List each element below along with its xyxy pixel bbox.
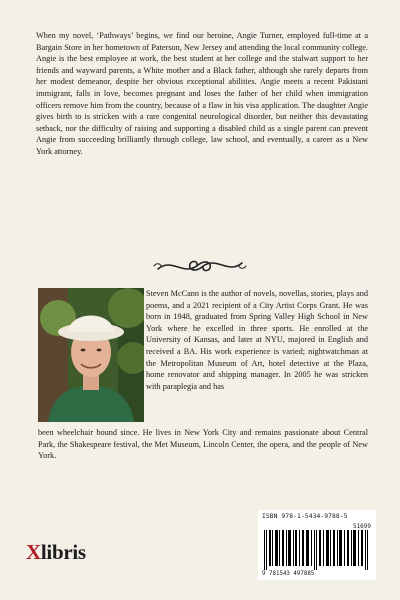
publisher-logo-initial: X xyxy=(26,540,41,564)
author-bio: Steven McCann is the author of novels, novellas, stories, plays and poems, and a 2021 recipient of a City Artist Corps Grant. He was born in 1948, graduated from Spring Valley High School in New York where he excelled in three sports. He enrolled at the University of Kansas, and later at NYU, majored in English and received a BA. His work experience is varied; nightwatchman at the Metropolitan Museum of Art, hotel detective at the Plaza, home renovator and shipping manager. In 2005 he was stricken with paraplegia and has xyxy=(146,289,368,391)
author-bio-continued: been wheelchair bound since. He lives in New York City and remains passionate about Central Park, the Shakespeare festival, the Met Museum, Lincoln Center, the opera, and the people of New York. xyxy=(38,428,368,461)
price-code: 51699 xyxy=(352,523,371,530)
publisher-logo-text: libris xyxy=(40,540,86,564)
barcode-bars-icon xyxy=(262,530,372,570)
swirl-divider-icon xyxy=(150,253,250,279)
synopsis-text: When my novel, ‘Pathways’ begins, we find our heroine, Angie Turner, employed full-time at a Bargain Store in her hometown of Paterson, New Jersey and attending the local community college. Angie is the best employee at work, the best student at her college and the stalwart support to her friends and wayward parents, a White mother and a Black father, although she rarely departs from her modest demeanor, despite her obvious exceptional abilities. Angie meets a recent Pakistani immigrant, falls in love, becomes pregnant and loses the father of her child when immigration officers remove him from the country, because of a flaw in his visa application. The daughter Angie gives birth to is stricken with a rare congenital neurological disorder, but neither this devastating setback, nor the difficulty of raising and supporting a disabled child as a single parent can prevent Angie from succeeding brilliantly through college, law school, and eventually, a career as a New York attorney. xyxy=(36,31,368,156)
barcode-digits: 9 781543 497885 xyxy=(262,571,315,577)
author-photo xyxy=(38,288,144,422)
isbn-label: ISBN 978-1-5434-9788-5 xyxy=(262,513,348,520)
isbn-barcode xyxy=(258,510,376,580)
publisher-logo xyxy=(26,540,86,565)
